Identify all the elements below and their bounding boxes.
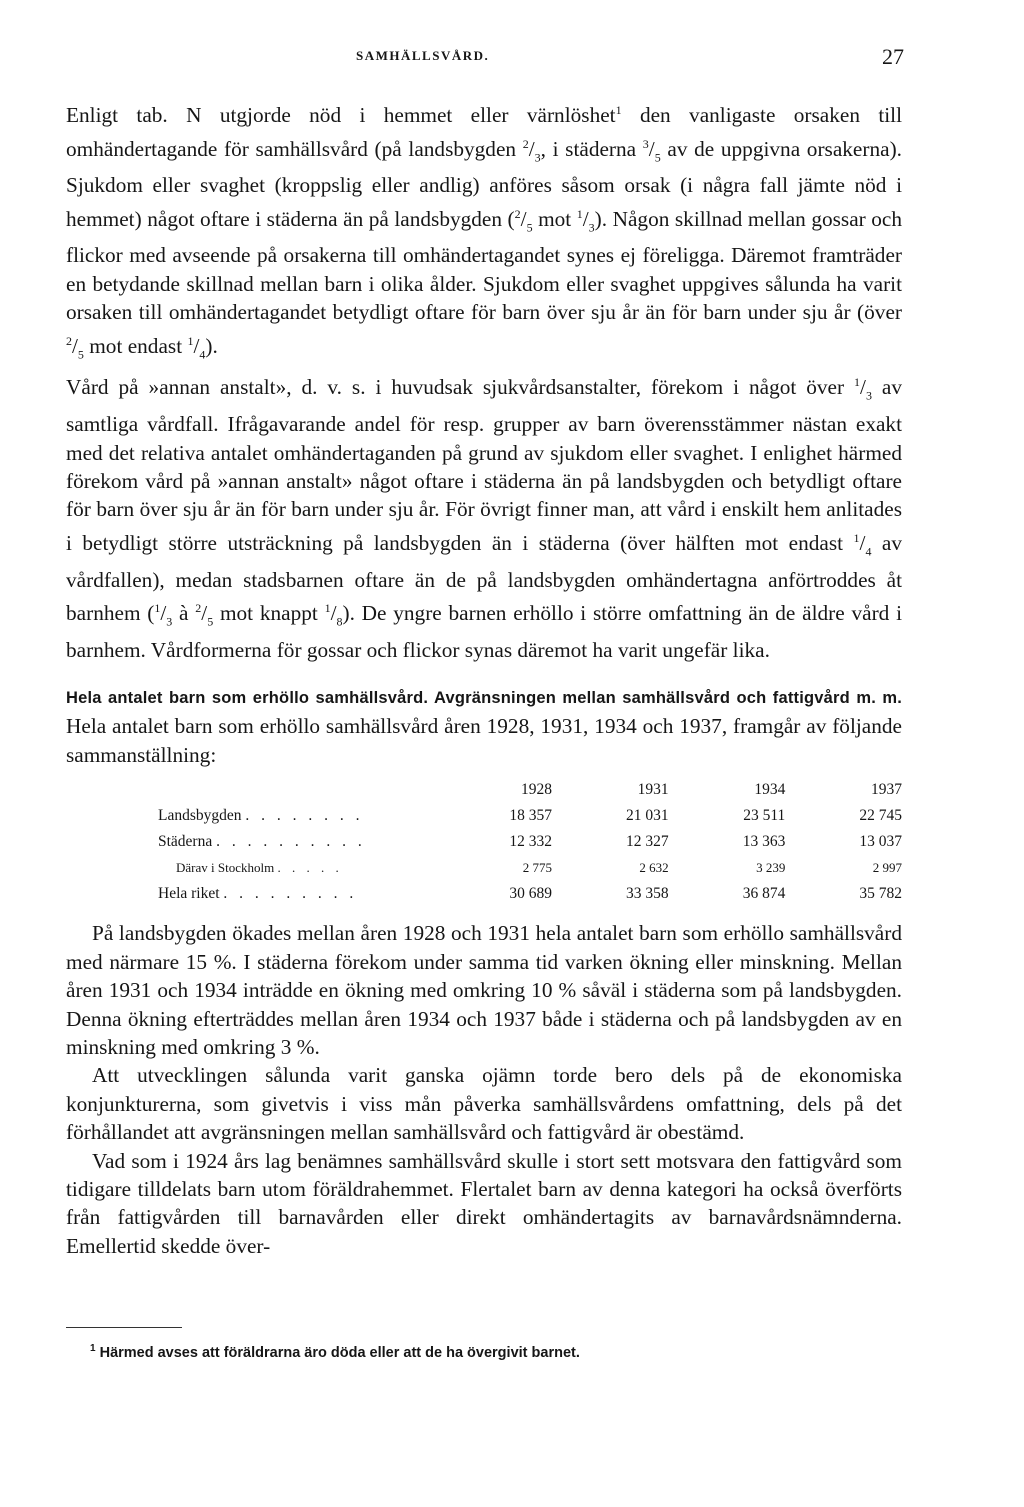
fraction: $^2/_5$ <box>195 600 214 629</box>
paragraph-law: Vad som i 1924 års lag benämnes samhällsvård skulle i stort sett motsvara den fattigvård som tidigare tilldelats barn utom föräldrahemmet. Flertalet barn av denna kategori ha också överförts från fattigvården till barnavården eller direkt omhändertagits av barnavårdsnämnderna. Emellertid skedde över- <box>66 1148 902 1258</box>
body-text <box>66 96 902 1260</box>
row-label: Hela riket <box>158 885 220 903</box>
fraction: $^2/_5$ <box>66 333 84 361</box>
year-header: 1937 <box>871 781 902 799</box>
row-label: Därav i Stockholm <box>176 860 275 876</box>
section-intro: Hela antalet barn som erhöllo samhällsvård. Avgränsningen mellan samhällsvård och fattigvård m. m. Hela antalet barn som erhöllo samhällsvård åren 1928, 1931, 1934 och 1937, framgår av följande sammanställning: <box>66 689 902 767</box>
fraction: $^1/_3$ <box>576 206 595 234</box>
table-cell: 13 037 <box>859 833 902 851</box>
table-cell: 36 874 <box>742 885 786 903</box>
table-cell: 13 363 <box>742 833 786 851</box>
table-header-row <box>158 777 902 803</box>
table-cell: 33 358 <box>626 885 669 903</box>
table-row: Hela riket . . . . . . . . . 30 689 33 358 36 874 35 782 <box>158 881 902 907</box>
table-cell: 30 689 <box>509 885 552 903</box>
table-row: Därav i Stockholm . . . . . 2 775 2 632 3 239 2 997 <box>158 855 902 881</box>
page-number: 27 <box>882 44 904 69</box>
paragraph-explanation: Att utvecklingen sålunda varit ganska ojämn torde bero dels på de ekonomiska konjunkturerna, som givetvis i viss mån påverka samhällsvårdens omfattning, dels på det förhållandet att avgränsningen mellan samhällsvård och fattigvård är obestämd. <box>66 1063 902 1145</box>
running-head: SAMHÄLLSVÅRD. <box>356 48 490 63</box>
fraction: $^3/_5$ <box>642 136 661 164</box>
table-cell: 3 239 <box>756 860 786 876</box>
table-cell: 21 031 <box>626 807 669 825</box>
fraction: $^1/_8$ <box>324 600 343 629</box>
fraction: $^1/_3$ <box>854 375 872 403</box>
paragraph-causes: Enligt tab. N utgjorde nöd i hemmet eller värnlöshet$^1$ den vanligaste orsaken till omhändertagande för samhällsvård (på landsbygden $^2/_3$, i städerna $^3/_5$ av de uppgivna orsakerna). Sjukdom eller svaghet (kroppslig eller andlig) anföres såsom orsak (i några fall jämte nöd i hemmet) något oftare i städerna än på landsbygden ($^2/_5$ mot $^1/_3$). Någon skillnad mellan gossar och flickor med avseende på orsakerna till omhändertagandet synes ej föreligga. Däremot framträder en betydande skillnad mellan barn i olika ålder. Sjukdom eller svaghet uppgives sålunda ha varit orsaken till omhändertagandet betydligt oftare för barn över sju år än för barn under sju år (över $^2/_5$ mot endast $^1/_4$). <box>66 103 903 361</box>
fraction: $^2/_3$ <box>522 136 541 164</box>
paragraph-care-forms: Vård på »annan anstalt», d. v. s. i huvudsak sjukvårdsanstalter, förekom i något över $^1/_3$ av samtliga vårdfall. Ifrågavarande andel för resp. grupper av barn överensstämmer nästan exakt med det relativa antalet omhändertaganden på grund av sjukdom eller svaghet. I enlighet härmed förekom vård på »annan anstalt» något oftare i städerna än på landsbygden och betydligt oftare för barn över sju år än för barn under sju år. För övrigt finner man, att vård i enskilt hem anlitades i betydligt större utsträckning på landsbygden än i städerna (över hälften mot endast $^1/_4$ av vårdfallen), medan stadsbarnen oftare än de på landsbygden omhändertagna anförtroddes åt barnhem ($^1/_3$ à $^2/_5$ mot knappt $^1/_8$). De yngre barnen erhöllo i större omfattning än de äldre vård i barnhem. Vårdformerna för gossar och flickor synas däremot ha varit ungefär lika. <box>66 375 902 662</box>
fraction: $^1/_4$ <box>187 333 206 361</box>
year-header: 1928 <box>520 781 552 799</box>
footnote: $^1$ Härmed avses att föräldrarna äro döda eller att de ha övergivit barnet. <box>90 1343 580 1361</box>
table-cell: 2 997 <box>872 860 902 876</box>
paragraph-trend: På landsbygden ökades mellan åren 1928 och 1931 hela antalet barn som erhöllo samhällsvård med närmare 15 %. I städerna förekom under samma tid varken ökning eller minskning. Mellan åren 1931 och 1934 inträdde en ökning med omkring 10 % såväl i städerna som på landsbygden. Denna ökning efterträddes mellan åren 1934 och 1937 både i städerna och på landsbygden av en minskning med omkring 3 %. <box>66 921 902 1059</box>
table-cell: 2 775 <box>522 860 552 876</box>
table-cell: 23 511 <box>743 807 786 825</box>
footnote-marker: 1 <box>615 103 622 117</box>
year-header: 1931 <box>637 781 669 799</box>
fraction: $^1/_3$ <box>154 600 173 629</box>
section-heading: Hela antalet barn som erhöllo samhällsvård. Avgränsningen mellan samhällsvård och fattigvård m. m. <box>66 689 902 708</box>
year-header: 1934 <box>754 781 786 799</box>
fraction: $^1/_4$ <box>853 530 872 559</box>
table-cell: 22 745 <box>859 807 902 825</box>
table-cell: 35 782 <box>859 885 902 903</box>
table-row: Städerna . . . . . . . . . . 12 332 12 327 13 363 13 037 <box>158 829 902 855</box>
table-cell: 12 327 <box>626 833 669 851</box>
fraction: $^2/_5$ <box>514 206 533 234</box>
statistics-table <box>158 777 902 907</box>
table-cell: 12 332 <box>509 833 552 851</box>
row-label: Landsbygden <box>158 807 242 825</box>
row-label: Städerna <box>158 833 213 851</box>
table-cell: 18 357 <box>509 807 552 825</box>
footnote-marker: 1 <box>90 1343 96 1354</box>
footnote-divider <box>66 1327 182 1328</box>
table-cell: 2 632 <box>639 860 669 876</box>
table-row: Landsbygden . . . . . . . . 18 357 21 031 23 511 22 745 <box>158 803 902 829</box>
